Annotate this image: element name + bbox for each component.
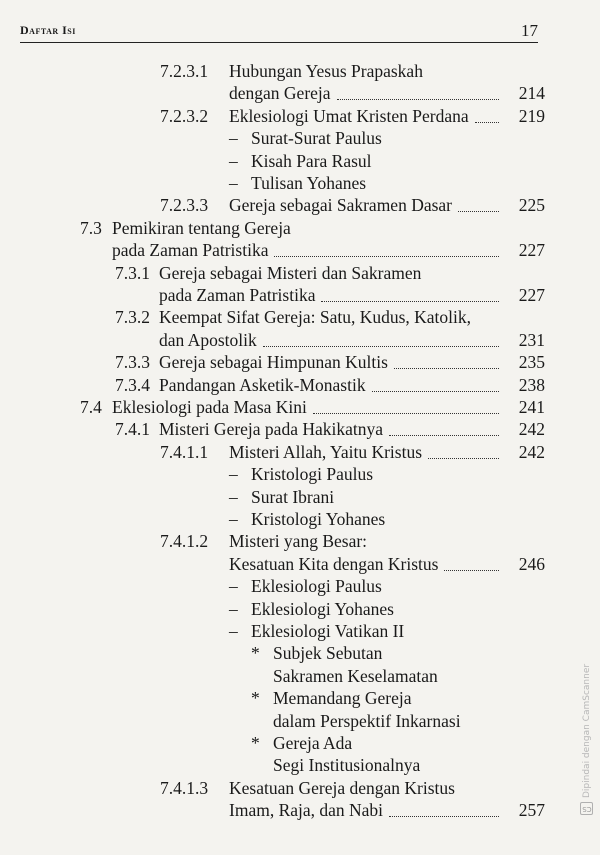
toc-title: Segi Institusionalnya [273,755,421,776]
toc-section-number: 7.3.1 [115,262,150,283]
toc-entry [0,239,600,261]
toc-entry [0,105,600,127]
toc-title: pada Zaman Patristika [159,285,316,305]
toc-entry [0,754,600,776]
toc-entry [0,441,600,463]
toc-leader-dots [389,814,499,817]
toc-page-number: 238 [518,374,545,395]
toc-dash-marker: – [229,150,238,171]
toc-entry [0,732,600,754]
toc-entry [0,530,600,552]
toc-title: Eklesiologi Yohanes [251,598,394,619]
toc-title: Gereja sebagai Sakramen Dasar [229,195,453,216]
scanner-watermark [580,615,594,815]
toc-entry [0,665,600,687]
toc-section-number: 7.3.2 [115,307,150,328]
toc-bullet-marker: * [251,643,260,664]
toc-entry [0,194,600,216]
toc-entry [0,127,600,149]
toc-leader-dots [372,389,499,392]
toc-leader-dots [428,456,499,459]
toc-leader-dots [389,433,499,436]
toc-title: Imam, Raja, dan Nabi [229,800,384,821]
toc-section-number: 7.4.1.3 [160,777,209,798]
toc-leader-dots [458,209,499,212]
toc-entry [0,306,600,328]
toc-section-number: 7.3 [80,217,102,238]
toc-dash-marker: – [229,128,238,149]
toc-title: Misteri Gereja pada Hakikatnya [159,419,384,440]
toc-entry [0,553,600,575]
toc-entry [0,396,600,418]
toc-page-number: 246 [518,553,545,574]
toc-title: Eklesiologi Vatikan II [251,621,405,641]
toc-entry [0,598,600,620]
toc-entry [0,351,600,373]
toc-entry [0,710,600,732]
toc-section-number: 7.2.3.1 [160,61,209,81]
toc-leader-dots [313,411,499,414]
toc-section-number: 7.4 [80,397,102,417]
toc-title: Misteri yang Besar: [229,531,368,552]
toc-entry [0,374,600,396]
toc-page-number: 257 [518,800,545,821]
toc-leader-dots [394,366,499,369]
toc-entry [0,329,600,351]
toc-section-number: 7.4.1.1 [160,441,209,462]
toc-leader-dots [337,97,499,100]
toc-title: Memandang Gereja [273,688,412,709]
toc-page-number: 235 [518,352,545,373]
toc-page-number: 219 [518,105,545,126]
toc-leader-dots [274,254,499,257]
toc-bullet-marker: * [251,733,260,753]
toc-title: Surat-Surat Paulus [251,128,382,149]
toc-title: Gereja Ada [273,733,353,753]
toc-page-number: 225 [518,195,545,216]
toc-title: Eklesiologi Umat Kristen Perdana [229,105,469,126]
toc-title: Kisah Para Rasul [251,150,372,171]
toc-entry [0,60,600,82]
toc-page-number: 242 [518,441,545,462]
toc-entry [0,642,600,664]
toc-entry [0,620,600,642]
toc-dash-marker: – [229,576,238,597]
toc-title: Keempat Sifat Gereja: Satu, Kudus, Katolik, [159,307,472,328]
toc-title: Misteri Allah, Yaitu Kristus [229,441,423,462]
toc-entry [0,418,600,440]
toc-entry [0,575,600,597]
toc-section-number: 7.2.3.2 [160,105,209,126]
page-number: 17 [521,21,538,40]
running-head: Daftar Isi [20,23,76,37]
toc-leader-dots [475,120,499,123]
toc-entry [0,262,600,284]
toc-page-number: 242 [518,419,545,440]
camscanner-logo: CS [581,802,594,815]
toc-title: Kristologi Paulus [251,464,374,485]
toc-leader-dots [444,568,499,571]
toc-dash-marker: – [229,598,238,619]
toc-title: dan Apostolik [159,329,257,350]
toc-entry [0,172,600,194]
toc-title: dalam Perspektif Inkarnasi [273,710,461,731]
scanner-watermark-text: Dipindai dengan CamScanner [582,663,592,798]
toc-entry [0,799,600,821]
toc-title: Gereja sebagai Misteri dan Sakramen [159,262,422,283]
toc-entry [0,217,600,239]
toc-dash-marker: – [229,464,238,485]
toc-title: Eklesiologi Paulus [251,576,382,597]
toc-section-number: 7.4.1 [115,419,150,440]
toc-title: Kesatuan Kita dengan Kristus [229,553,439,574]
toc-entry [0,463,600,485]
toc-page-number: 231 [518,329,545,350]
toc-leader-dots [263,344,499,347]
toc-title: Eklesiologi pada Masa Kini [112,397,307,417]
toc-leader-dots [321,299,499,302]
toc-page-number: 227 [518,285,545,305]
toc-entry [0,150,600,172]
toc-entry [0,687,600,709]
toc-title: dengan Gereja [229,83,331,104]
toc-page-number: 227 [518,240,545,261]
toc-entry [0,284,600,306]
toc-section-number: 7.3.3 [115,352,150,373]
toc-entry [0,486,600,508]
toc-title: Kesatuan Gereja dengan Kristus [229,777,455,798]
toc-page-number: 241 [518,397,545,417]
toc-page-number: 214 [518,83,545,104]
toc-entry [0,508,600,530]
toc-title: Kristologi Yohanes [251,509,386,529]
toc-dash-marker: – [229,486,238,507]
toc-title: pada Zaman Patristika [112,240,269,261]
toc-title: Subjek Sebutan [273,643,383,664]
toc-title: Pandangan Asketik-Monastik [159,374,366,395]
page-header [20,18,538,43]
toc-dash-marker: – [229,621,238,641]
toc-entry [0,777,600,799]
toc-title: Tulisan Yohanes [251,173,367,193]
toc-section-number: 7.4.1.2 [160,531,209,552]
toc-title: Pemikiran tentang Gereja [112,217,291,238]
toc-entry [0,82,600,104]
toc-dash-marker: – [229,173,238,193]
toc-bullet-marker: * [251,688,260,709]
toc-title: Hubungan Yesus Prapaskah [229,61,423,81]
toc-title: Surat Ibrani [251,486,335,507]
toc-section-number: 7.2.3.3 [160,195,209,216]
toc-dash-marker: – [229,509,238,529]
toc-title: Sakramen Keselamatan [273,665,438,686]
toc-section-number: 7.3.4 [115,374,150,395]
toc-title: Gereja sebagai Himpunan Kultis [159,352,388,373]
